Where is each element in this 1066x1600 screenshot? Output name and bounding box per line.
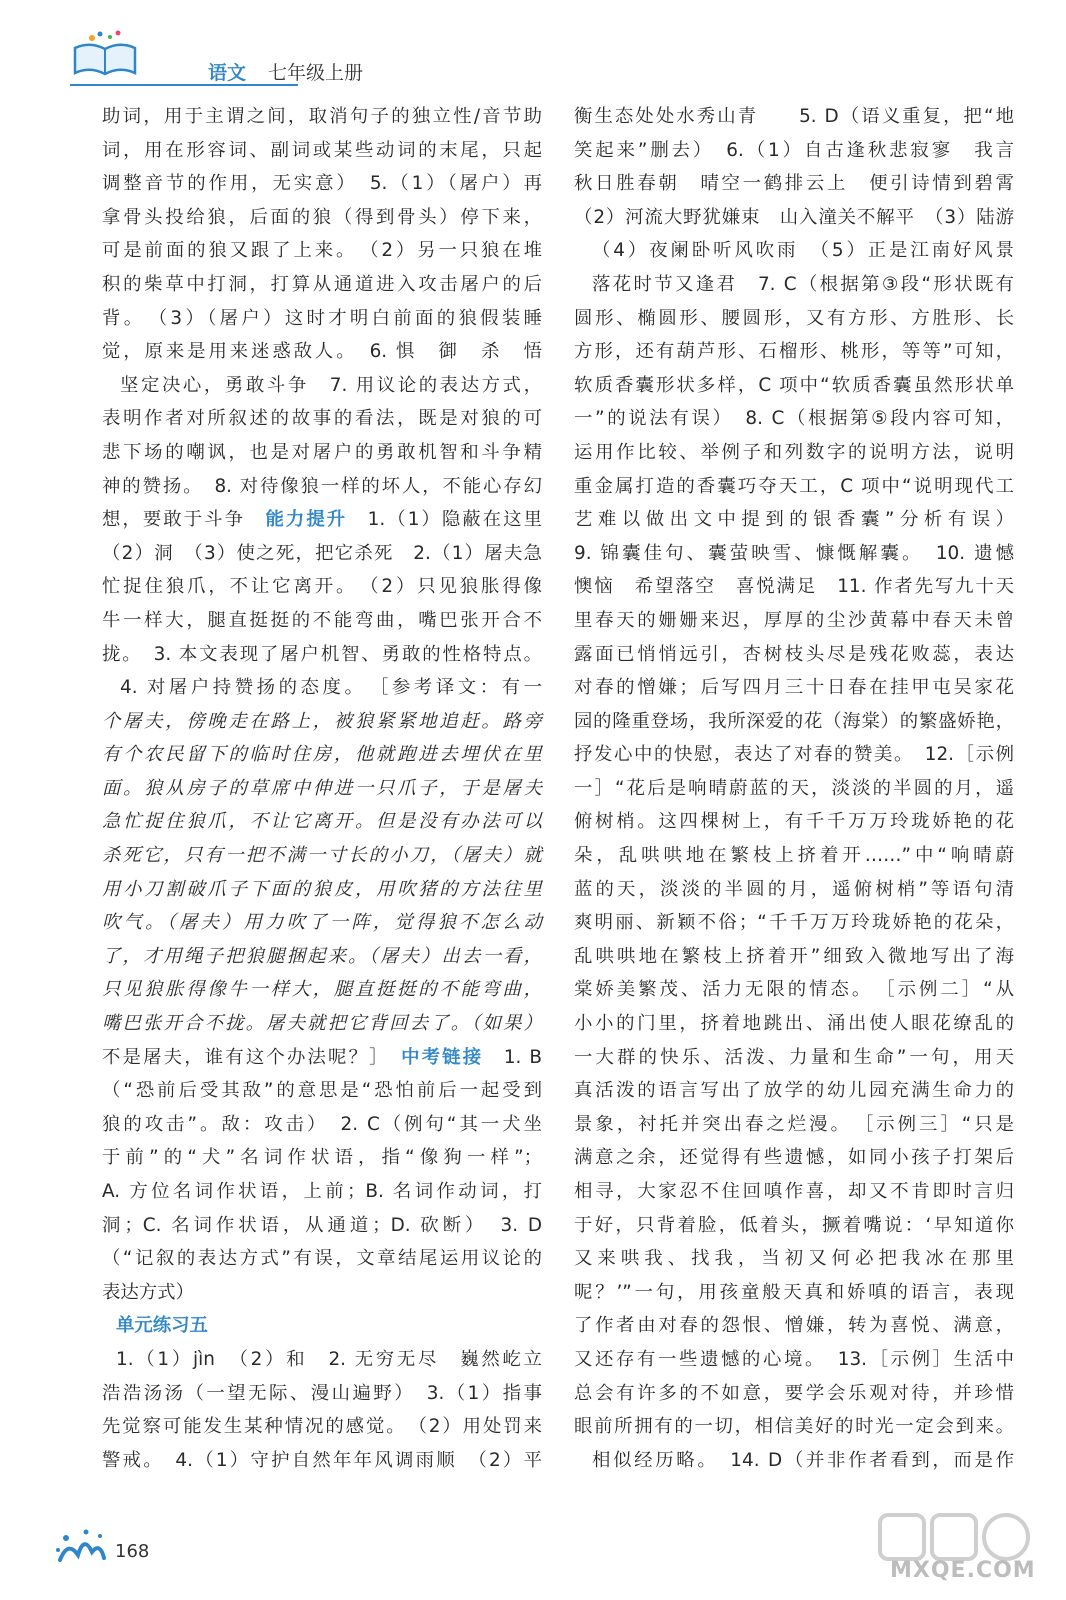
line-text: 面。狼从房子的草席中伸进一只爪子，于是屠夫 xyxy=(102,777,542,799)
section-heading: 单元练习五 xyxy=(116,1315,208,1337)
text-line xyxy=(574,772,1014,806)
line-text: 4. 对屠户持赞扬的态度。 ［参考译文：有一 xyxy=(120,677,542,699)
text-line xyxy=(102,470,542,504)
text-line xyxy=(102,805,542,839)
text-line xyxy=(102,167,542,201)
text-line xyxy=(102,1343,542,1377)
line-text: 重金属打造的香囊巧夺天工，C 项中“说明现代工 xyxy=(574,475,1014,497)
text-line xyxy=(102,1209,542,1243)
line-text: 又还存有一些遗憾的心境。 13.［示例］生活中 xyxy=(574,1348,1014,1370)
text-line xyxy=(574,1444,1014,1478)
text-line xyxy=(102,302,542,336)
line-text: 衡生态处处水秀山青 5. D（语义重复，把“地 xyxy=(574,106,1014,127)
line-text: 运用作比较、举例子和列数字的说明方法，说明 xyxy=(574,441,1014,463)
text-line xyxy=(574,1343,1014,1377)
line-text: 软质香囊形状多样，C 项中“软质香囊虽然形状单 xyxy=(574,374,1014,396)
text-line xyxy=(102,335,542,369)
text-line xyxy=(574,1242,1014,1276)
text-line xyxy=(102,1276,542,1310)
text-line xyxy=(102,1141,542,1175)
text-line xyxy=(102,1410,542,1444)
line-text: 秋日胜春朝 晴空一鹤排云上 便引诗情到碧霄 xyxy=(574,173,1014,195)
text-line xyxy=(574,805,1014,839)
line-text: 落花时节又逢君 7. C（根据第③段“形状既有 xyxy=(592,273,1014,295)
text-line xyxy=(574,738,1014,772)
text-line xyxy=(574,1141,1014,1175)
line-text: 1. B xyxy=(483,1046,542,1068)
line-text: 个屠夫，傍晚走在路上，被狼紧紧地追赶。路旁 xyxy=(102,710,542,732)
text-line xyxy=(102,134,542,168)
text-line xyxy=(574,201,1014,235)
line-text: 了作者由对春的怨恨、憎嫌，转为喜悦、满意， xyxy=(574,1315,1014,1337)
line-text: 9. 锦囊佳句、囊萤映雪、慷慨解囊。 10. 遗憾 xyxy=(574,542,1014,564)
line-text: （2）洞 （3）使之死，把它杀死 2.（1）屠夫急 xyxy=(102,542,542,564)
text-line xyxy=(102,1007,542,1041)
header-rule xyxy=(70,84,298,86)
line-text: 景象，衬托并突出春之烂漫。 ［示例三］“只是 xyxy=(574,1113,1014,1135)
text-line xyxy=(574,940,1014,974)
text-line xyxy=(102,738,542,772)
text-line xyxy=(102,537,542,571)
text-line xyxy=(102,402,542,436)
open-book-icon xyxy=(70,28,140,83)
line-text: 蓝的天，淡淡的半圆的月，遥俯树梢”等语句清 xyxy=(574,878,1014,900)
text-line xyxy=(102,705,542,739)
line-text: 词，用在形容词、副词或某些动词的末尾，只起 xyxy=(102,139,542,161)
text-line xyxy=(574,839,1014,873)
line-text: 可是前面的狼又跟了上来。 （2）另一只狼在堆 xyxy=(102,240,542,262)
text-line xyxy=(574,537,1014,571)
line-text: 相似经历略。 14. D（并非作者看到，而是作 xyxy=(592,1449,1014,1471)
text-line xyxy=(574,100,1014,134)
text-line xyxy=(574,1309,1014,1343)
line-text: （4）夜阑卧听风吹雨 （5）正是江南好风景 xyxy=(592,240,1014,262)
text-line xyxy=(574,570,1014,604)
page-number: 168 xyxy=(115,1541,150,1562)
text-line xyxy=(574,503,1014,537)
line-text: 真活泼的语言写出了放学的幼儿园充满生命力的 xyxy=(574,1080,1014,1102)
line-text: 有个农民留下的临时住房，他就跑进去埋伏在里 xyxy=(102,744,542,766)
text-line xyxy=(574,134,1014,168)
text-line xyxy=(102,604,542,638)
text-line xyxy=(574,234,1014,268)
line-text: 表明作者对所叙述的故事的看法，既是对狼的可 xyxy=(102,408,542,430)
line-text: 了，才用绳子把狼腿捆起来。（屠夫）出去一看， xyxy=(102,945,542,967)
text-line xyxy=(574,1108,1014,1142)
line-text: 方形，还有葫芦形、石榴形、桃形，等等”可知， xyxy=(574,341,1014,363)
line-text: 用小刀割破爪子下面的狼皮，用吹猪的方法往里 xyxy=(102,878,542,900)
line-text: 一］“花后是响晴蔚蓝的天，淡淡的半圆的月，遥 xyxy=(574,777,1014,799)
text-line xyxy=(574,268,1014,302)
text-line xyxy=(102,973,542,1007)
text-line xyxy=(574,1276,1014,1310)
text-line xyxy=(102,1377,542,1411)
line-text: 狼的攻击”。敌：攻击） 2. C（例句“其一犬坐 xyxy=(102,1113,542,1135)
text-line xyxy=(102,1108,542,1142)
text-line xyxy=(574,369,1014,403)
line-text: 园的隆重登场，我所深爱的花（海棠）的繁盛娇艳， xyxy=(574,710,1014,732)
text-line xyxy=(574,1377,1014,1411)
text-line xyxy=(574,436,1014,470)
line-text: 悲下场的嘲讽，也是对屠户的勇敢机智和斗争精 xyxy=(102,441,542,463)
line-text: 牛一样大，腿直挺挺的不能弯曲，嘴巴张开合不 xyxy=(102,609,542,631)
text-line xyxy=(102,570,542,604)
line-text: 笑起来”删去） 6.（1）自古逢秋悲寂寥 我言 xyxy=(574,139,1014,161)
text-line xyxy=(102,1175,542,1209)
text-line xyxy=(574,1007,1014,1041)
text-line xyxy=(102,940,542,974)
line-text: 不是屠夫，谁有这个办法呢？］ xyxy=(102,1046,402,1068)
line-text: 一”的说法有误） 8. C（根据第⑤段内容可知， xyxy=(574,408,1014,430)
splash-decoration-icon xyxy=(50,1520,110,1570)
line-text: 背。 （3）（屠户）这时才明白前面的狼假装睡 xyxy=(102,307,542,329)
line-text: A. 方位名词作状语，上前；B. 名词作动词，打 xyxy=(102,1181,542,1202)
text-line xyxy=(574,671,1014,705)
line-text: 浩浩汤汤（一望无际、漫山遍野） 3.（1）指事 xyxy=(102,1382,542,1404)
line-text: 相寻，大家忍不住回嗔作喜，却又不肯即时言归 xyxy=(574,1181,1014,1202)
line-text: （“恐前后受其敌”的意思是“恐怕前后一起受到 xyxy=(102,1080,542,1102)
text-line xyxy=(574,705,1014,739)
text-line xyxy=(102,268,542,302)
line-text: 一大群的快乐、活泼、力量和生命”一句，用天 xyxy=(574,1046,1014,1068)
line-text: 积的柴草中打洞，打算从通道进入攻击屠户的后 xyxy=(102,273,542,295)
text-line xyxy=(574,470,1014,504)
text-line xyxy=(102,906,542,940)
grade-label: 七年级上册 xyxy=(268,62,364,84)
line-text: 拢。 3. 本文表现了屠户机智、勇敢的性格特点。 xyxy=(102,643,542,665)
text-line xyxy=(102,1444,542,1478)
line-text: 露面已悄悄远引，杏树枝头尽是残花败蕊，表达 xyxy=(574,643,1014,665)
line-text: 坚定决心，勇敢斗争 7. 用议论的表达方式， xyxy=(120,374,542,396)
section-heading: 中考链接 xyxy=(401,1046,484,1068)
line-text: 棠娇美繁茂、活力无限的情态。 ［示例二］“从 xyxy=(574,979,1014,1001)
line-text: 小小的门里，挤着地跳出、涌出使人眼花缭乱的 xyxy=(574,1013,1014,1035)
line-text: 只见狼胀得像牛一样大，腿直挺挺的不能弯曲， xyxy=(102,979,542,1001)
page-header xyxy=(70,28,370,88)
text-line xyxy=(102,369,542,403)
line-text: 满意之余，还觉得有些遗憾，如同小孩子打架后 xyxy=(574,1147,1014,1169)
line-text: 1.（1）jìn （2）和 2. 无穷无尽 巍然屹立 xyxy=(116,1348,542,1370)
text-line xyxy=(574,1074,1014,1108)
line-text: （2）河流大野犹嫌束 山入潼关不解平 （3）陆游 xyxy=(574,206,1014,228)
line-text: 觉，原来是用来迷惑敌人。 6. 惧 御 杀 悟 xyxy=(102,341,542,363)
text-line xyxy=(574,873,1014,907)
left-column xyxy=(102,100,542,1477)
line-text: 1.（1）隐蔽在这里 xyxy=(347,509,542,531)
line-text: 艺难以做出文中提到的银香囊”分析有误） xyxy=(574,509,1014,531)
text-line xyxy=(102,234,542,268)
line-text: 洞；C. 名词作状语，从通道；D. 砍断） 3. D xyxy=(102,1214,542,1236)
line-text: 乱哄哄地在繁枝上挤着开”细致入微地写出了海 xyxy=(574,945,1014,967)
line-text: 呢？’”一句，用孩童般天真和娇嗔的语言，表现 xyxy=(574,1281,1014,1303)
text-line xyxy=(102,1041,542,1075)
watermark-text: MXQE.COM xyxy=(890,1558,1036,1583)
line-text: 拿骨头投给狼，后面的狼（得到骨头）停下来， xyxy=(102,206,542,228)
line-text: 俯树梢。这四棵树上，有千千万万玲珑娇艳的花 xyxy=(574,811,1014,833)
line-text: （“记叙的表达方式”有误，文章结尾运用议论的 xyxy=(102,1248,542,1270)
text-line xyxy=(574,302,1014,336)
line-text: 于好，只背着脸，低着头，撅着嘴说：‘早知道你 xyxy=(574,1214,1014,1236)
line-text: 总会有许多的不如意，要学会乐观对待，并珍惜 xyxy=(574,1382,1014,1404)
text-line xyxy=(102,503,542,537)
line-text: 圆形、椭圆形、腰圆形，又有方形、方胜形、长 xyxy=(574,307,1014,329)
line-text: 助词，用于主谓之间，取消句子的独立性/音节助 xyxy=(102,106,542,127)
text-line xyxy=(574,604,1014,638)
line-text: 吹气。（屠夫）用力吹了一阵，觉得狼不怎么动 xyxy=(102,912,542,934)
line-text: 表达方式） xyxy=(102,1281,194,1303)
text-line xyxy=(102,839,542,873)
line-text: 调整音节的作用，无实意） 5.（1）（屠户）再 xyxy=(102,173,542,195)
line-text: 眼前所拥有的一切，相信美好的时光一定会到来。 xyxy=(574,1416,1014,1438)
line-text: 又来哄我、找我，当初又何必把我冰在那里 xyxy=(574,1248,1014,1270)
line-text: 抒发心中的快慰，表达了对春的赞美。 12.［示例 xyxy=(574,744,1014,766)
subject-label: 语文 xyxy=(208,62,247,84)
text-line xyxy=(574,973,1014,1007)
line-text: 警戒。 4.（1）守护自然年年风调雨顺 （2）平 xyxy=(102,1449,542,1471)
text-line xyxy=(574,906,1014,940)
text-line xyxy=(102,1242,542,1276)
text-line xyxy=(574,1175,1014,1209)
line-text: 忙捉住狼爪，不让它离开。 （2）只见狼胀得像 xyxy=(102,576,542,598)
line-text: 杀死它，只有一把不满一寸长的小刀，（屠夫）就 xyxy=(102,845,542,867)
text-line xyxy=(574,335,1014,369)
text-line xyxy=(102,1309,542,1343)
line-text: 于前”的“犬”名词作状语，指“像狗一样”； xyxy=(102,1147,542,1169)
text-line xyxy=(102,873,542,907)
line-text: 懊恼 希望落空 喜悦满足 11. 作者先写九十天 xyxy=(574,576,1014,598)
text-line xyxy=(102,201,542,235)
line-text: 急忙捉住狼爪，不让它离开。但是没有办法可以 xyxy=(102,811,542,833)
text-line xyxy=(102,100,542,134)
section-heading: 能力提升 xyxy=(265,509,348,531)
line-text: 嘴巴张开合不拢。屠夫就把它背回去了。（如果） xyxy=(102,1013,542,1035)
text-line xyxy=(574,1410,1014,1444)
line-text: 想，要敢于斗争 xyxy=(102,509,266,531)
line-text: 对春的憎嫌；后写四月三十日春在挂甲屯吴家花 xyxy=(574,677,1014,699)
text-line xyxy=(574,638,1014,672)
text-line xyxy=(574,167,1014,201)
line-text: 神的赞扬。 8. 对待像狼一样的坏人，不能心存幻 xyxy=(102,475,542,497)
text-line xyxy=(102,436,542,470)
line-text: 朵，乱哄哄地在繁枝上挤着开……”中“响晴蔚 xyxy=(574,845,1014,867)
text-line xyxy=(574,402,1014,436)
line-text: 里春天的姗姗来迟，厚厚的尘沙黄幕中春天未曾 xyxy=(574,609,1014,631)
text-line xyxy=(102,638,542,672)
right-column xyxy=(574,100,1014,1477)
text-line xyxy=(574,1041,1014,1075)
text-line xyxy=(102,671,542,705)
line-text: 先觉察可能发生某种情况的感觉。 （2）用处罚来 xyxy=(102,1416,542,1438)
line-text: 爽明丽、新颖不俗；“千千万万玲珑娇艳的花朵， xyxy=(574,912,1014,934)
text-line xyxy=(102,772,542,806)
text-line xyxy=(102,1074,542,1108)
text-line xyxy=(574,1209,1014,1243)
